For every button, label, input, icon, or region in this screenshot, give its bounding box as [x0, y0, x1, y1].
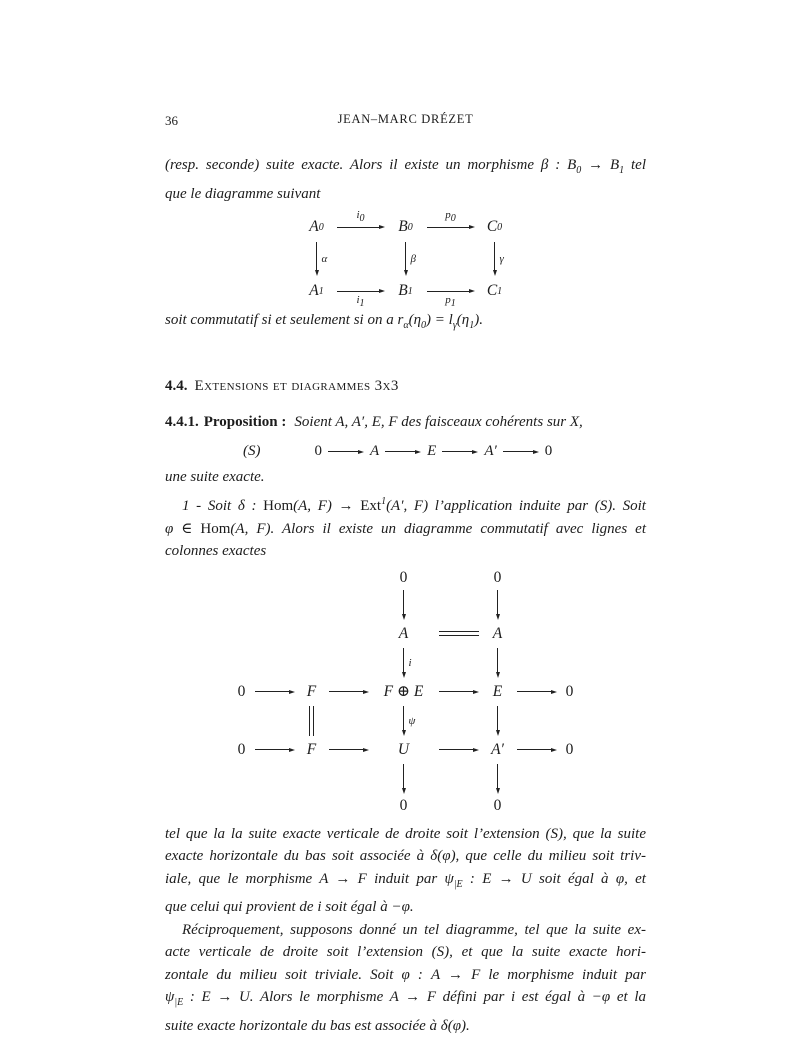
arrow-label-beta: β	[410, 253, 416, 265]
node-A-prime: A′	[491, 740, 504, 758]
arrow-shaft	[337, 291, 379, 292]
proposition-label: Proposition :	[203, 413, 287, 430]
arrow-right	[255, 690, 295, 694]
node-E: E	[492, 682, 503, 700]
node-zero: 0	[237, 682, 246, 700]
node-A-left: A	[398, 624, 409, 642]
arrowhead-icon	[402, 672, 406, 678]
equality-line-vertical	[309, 706, 314, 736]
node-A-right: A	[492, 624, 503, 642]
arrow-down	[402, 764, 406, 794]
commutative-diagram-top	[303, 208, 509, 310]
commutative-diagram-3x3	[235, 569, 577, 815]
text-line: Réciproquement, supposons donné un tel diagramme, tel que la suite ex-	[182, 921, 646, 938]
paragraph-soit-delta	[165, 491, 646, 563]
text-line: colonnes exactes	[165, 543, 267, 559]
text-line: iale, que le morphisme A → F induit par $\psi_{|E}$ : E → U soit égal à φ, et	[165, 870, 646, 890]
proposition-number: 4.4.1.	[165, 413, 199, 430]
paragraph-tel-que	[165, 823, 646, 919]
arrowhead-icon	[363, 690, 369, 694]
arrowhead-icon	[404, 270, 408, 276]
arrowhead-icon	[379, 289, 385, 293]
arrow-shaft	[497, 590, 498, 614]
arrow-gamma	[493, 242, 504, 276]
arrowhead-icon	[315, 270, 319, 276]
arrow-right	[328, 445, 364, 459]
node-a1: A 1	[309, 282, 324, 299]
arrow-shaft	[385, 451, 415, 452]
exact-sequence-S	[243, 440, 646, 464]
arrow-label-alpha: α	[321, 253, 328, 265]
section-heading	[165, 378, 646, 395]
arrow-down	[496, 706, 500, 736]
paragraph-suite	[165, 466, 646, 489]
arrow-label-gamma: γ	[499, 253, 504, 265]
arrow-shaft	[494, 242, 495, 270]
arrow-shaft	[328, 451, 358, 452]
node-F-plus-E: F ⊕ E	[383, 683, 424, 700]
arrow-shaft	[427, 291, 469, 292]
equality-line-horizontal	[439, 631, 479, 636]
node-b0: B 0	[398, 218, 413, 235]
arrow-shaft	[329, 691, 363, 692]
arrowhead-icon	[496, 730, 500, 736]
arrow-shaft	[255, 749, 289, 750]
text-line: 1 - Soit δ : Hom(A, F) → Ext$^1$(A′, F) l’application induite par (S). Soit	[182, 496, 646, 514]
page-header	[165, 112, 646, 132]
arrow-down	[496, 590, 500, 620]
arrowhead-icon	[472, 450, 478, 454]
arrow-i0	[337, 208, 385, 229]
arrow-shaft	[503, 451, 533, 452]
arrow-shaft	[316, 242, 317, 270]
node-zero: 0	[544, 443, 553, 459]
arrow-shaft	[497, 706, 498, 730]
arrow-shaft	[403, 706, 404, 730]
node-A: A	[370, 443, 380, 459]
arrow-p0	[427, 208, 475, 229]
arrowhead-icon	[289, 748, 295, 752]
arrow-shaft	[403, 764, 404, 788]
text-line: tel que la la suite exacte verticale de droite soit l’extension (S), que la suite	[165, 825, 646, 842]
arrowhead-icon	[551, 690, 557, 694]
text-line: que celui qui provient de i soit égal à −φ.	[165, 899, 414, 915]
node-zero: 0	[237, 740, 246, 758]
node-zero: 0	[565, 682, 574, 700]
arrowhead-icon	[533, 450, 539, 454]
arrow-shaft	[403, 590, 404, 614]
arrow-right	[439, 748, 479, 752]
arrow-label-i: i	[408, 656, 412, 669]
paragraph-intro	[165, 154, 646, 205]
node-zero-top-right: 0	[493, 568, 502, 586]
arrow-beta	[404, 242, 416, 276]
arrowhead-icon	[379, 225, 385, 229]
node-a0: A 0	[309, 218, 324, 235]
page-number: 36	[165, 113, 178, 128]
text-line: (resp. seconde) suite exacte. Alors il existe un morphisme β : $B_0 \to B_1$ tel	[165, 157, 646, 176]
arrow-right	[517, 748, 557, 752]
arrow-shaft	[517, 749, 551, 750]
arrow-right	[442, 445, 478, 459]
text-line: une suite exacte.	[165, 468, 265, 485]
text-line: soit commutatif si et seulement si on a $r_\alpha(\eta_0) = l_\gamma(\eta_1)$.	[165, 312, 483, 331]
arrow-label-i1: $i_1$	[356, 294, 365, 310]
text-line: exacte horizontale du bas soit associée à δ(φ), que celle du milieu soit triv-	[165, 848, 646, 864]
arrow-right	[385, 445, 421, 459]
arrow-shaft	[403, 648, 404, 672]
page-content	[165, 112, 646, 1037]
text-line: acte verticale de droite soit l’extension (S), et que la suite exacte hori-	[165, 944, 646, 960]
arrow-shaft	[439, 691, 473, 692]
paragraph-reciproquement	[165, 919, 646, 1038]
arrow-right	[329, 748, 369, 752]
arrow-right	[503, 445, 539, 459]
arrow-right	[517, 690, 557, 694]
node-zero-bottom-mid: 0	[399, 796, 408, 814]
arrow-label-psi: ψ	[408, 714, 416, 727]
node-b1: B 1	[398, 282, 413, 299]
text-line: $\psi_{|E}$ : E → U. Alors le morphisme A → F défini par i est égal à −φ et la	[165, 989, 646, 1008]
arrowhead-icon	[402, 788, 406, 794]
arrow-shaft	[442, 451, 472, 452]
arrow-down	[496, 648, 500, 678]
arrow-right	[255, 748, 295, 752]
arrow-shaft	[439, 749, 473, 750]
text-line: suite exacte horizontale du bas est associée à δ(φ).	[165, 1017, 470, 1034]
arrowhead-icon	[493, 270, 497, 276]
arrowhead-icon	[473, 748, 479, 752]
arrow-shaft	[329, 749, 363, 750]
proposition-heading	[165, 414, 646, 431]
arrow-shaft	[427, 227, 469, 228]
arrow-right	[329, 690, 369, 694]
arrow-down	[402, 590, 406, 620]
arrowhead-icon	[415, 450, 421, 454]
arrowhead-icon	[289, 690, 295, 694]
arrow-i1	[337, 289, 385, 310]
node-zero-bottom-right: 0	[493, 796, 502, 814]
arrowhead-icon	[496, 788, 500, 794]
arrowhead-icon	[551, 748, 557, 752]
text-line: zontale du milieu soit triviale. Soit φ : A → F le morphisme induit par	[165, 966, 646, 983]
arrow-label-p1: $p_1$	[445, 294, 456, 310]
arrow-shaft	[517, 691, 551, 692]
arrowhead-icon	[473, 690, 479, 694]
arrow-right	[439, 690, 479, 694]
arrowhead-icon	[363, 748, 369, 752]
arrow-down	[496, 764, 500, 794]
arrowhead-icon	[496, 614, 500, 620]
node-zero: 0	[314, 443, 322, 459]
text-line: que le diagramme suivant	[165, 185, 321, 202]
proposition-text: Soient A, A′, E, F des faisceaux cohérents sur X,	[294, 413, 583, 430]
paragraph-commutatif	[165, 309, 646, 338]
arrowhead-icon	[496, 672, 500, 678]
node-E: E	[427, 443, 437, 459]
arrowhead-icon	[358, 450, 364, 454]
node-A-prime: A′	[484, 443, 497, 459]
arrow-shaft	[255, 691, 289, 692]
arrow-psi	[402, 706, 416, 736]
node-U: U	[397, 740, 410, 758]
node-c1: C 1	[486, 282, 503, 299]
node-F-mid: F	[306, 682, 317, 700]
arrowhead-icon	[402, 614, 406, 620]
arrowhead-icon	[469, 225, 475, 229]
arrowhead-icon	[469, 289, 475, 293]
arrow-shaft	[497, 764, 498, 788]
arrow-alpha	[315, 242, 328, 276]
arrow-shaft	[337, 227, 379, 228]
arrow-shaft	[405, 242, 406, 270]
node-zero-top-mid: 0	[399, 568, 408, 586]
section-title: Extensions et diagrammes 3x3	[194, 377, 399, 394]
arrow-label-i0: $i_0$	[356, 208, 365, 224]
node-zero: 0	[565, 740, 574, 758]
running-title: JEAN–MARC DRÉZET	[337, 112, 474, 126]
arrow-i	[402, 648, 412, 678]
arrow-shaft	[497, 648, 498, 672]
arrow-p1	[427, 289, 475, 310]
node-F-low: F	[306, 740, 317, 758]
text-line: φ ∈ Hom(A, F). Alors il existe un diagramme commutatif avec lignes et	[165, 520, 646, 537]
equation-tag: (S)	[243, 443, 261, 459]
arrowhead-icon	[402, 730, 406, 736]
node-c0: C 0	[486, 218, 503, 235]
arrow-label-p0: $p_0$	[445, 208, 456, 224]
section-number: 4.4.	[165, 377, 188, 394]
